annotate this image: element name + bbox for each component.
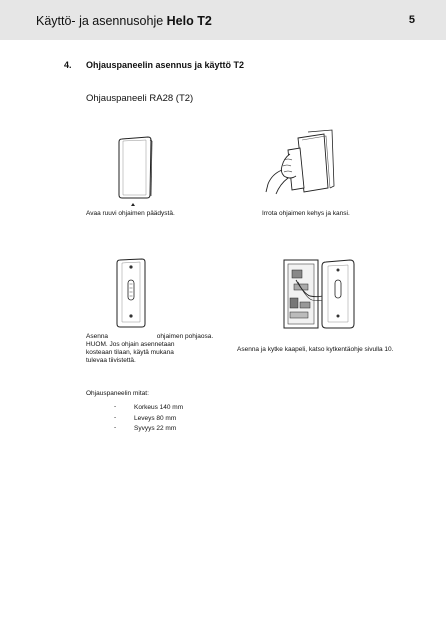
cable-connection-illustration <box>280 254 360 334</box>
step-4-caption: Asenna ja kytke kaapeli, katso kytkentäohje sivulla 10. <box>237 346 394 353</box>
document-title: Käyttö- ja asennusohje Helo T2 <box>36 14 212 28</box>
remove-cover-illustration <box>262 126 344 206</box>
section-number: 4. <box>64 60 72 70</box>
dimensions-list <box>114 404 183 436</box>
step-1-caption: Avaa ruuvi ohjaimen päädystä. <box>86 210 175 217</box>
section-title: Ohjauspaneelin asennus ja käyttö T2 <box>86 60 245 70</box>
step-2-caption: Irrota ohjaimen kehys ja kansi. <box>262 210 350 217</box>
dimension-width: - Leveys 80 mm <box>114 413 177 422</box>
mount-base-illustration <box>112 256 152 332</box>
page-number: 5 <box>408 14 415 26</box>
section-subtitle: Ohjauspaneeli RA28 (T2) <box>86 93 194 104</box>
dimensions-title: Ohjauspaneelin mitat: <box>86 390 149 397</box>
page-header <box>0 0 446 40</box>
dimension-height: - Korkeus 140 mm <box>114 403 184 411</box>
dimension-depth: - Syvyys 22 mm <box>114 424 177 432</box>
panel-closed-illustration <box>110 135 156 215</box>
